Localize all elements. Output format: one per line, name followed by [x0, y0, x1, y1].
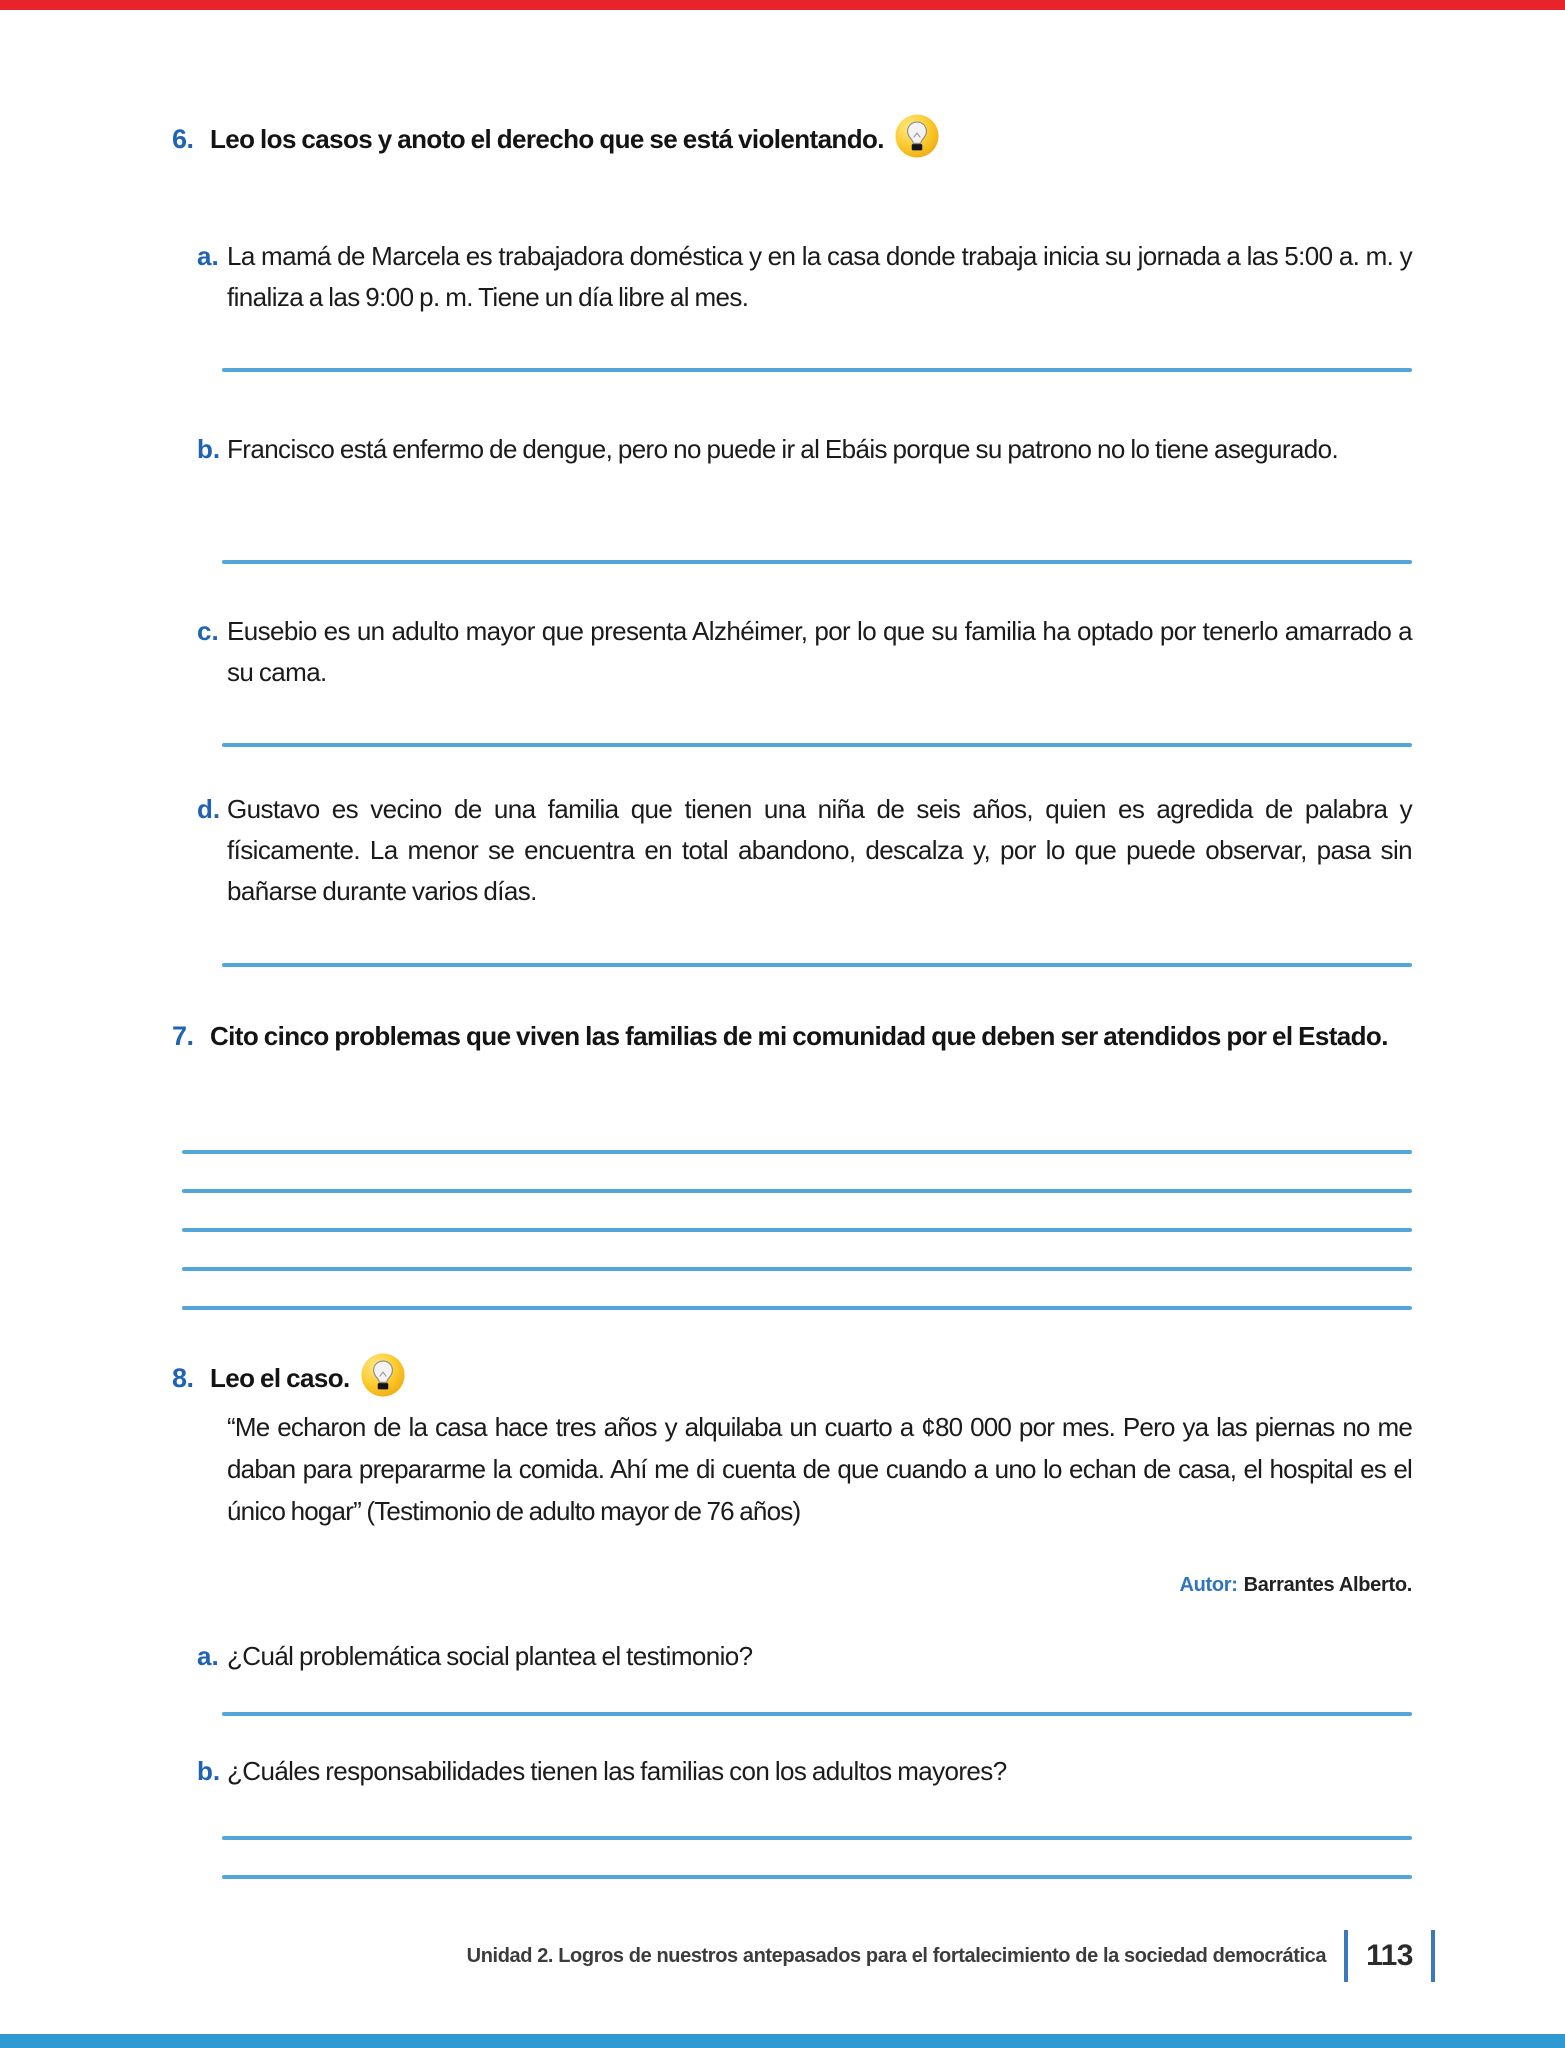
bottom-blue-bar: [0, 2034, 1565, 2048]
testimony-quote: “Me echaron de la casa hace tres años y alquilaba un cuarto a ¢80 000 por mes. Pero ya las piernas no me daban para prepararme la comida. Ahí me di cuenta de que cuando a uno lo echan de casa, el hospital es el único hogar” (Testimonio de adulto mayor de 76 años): [227, 1412, 1412, 1526]
question-b-label: b.: [197, 1756, 221, 1786]
answer-line: [222, 368, 1412, 372]
case-b-label: b.: [197, 434, 221, 464]
page-content: [172, 0, 1412, 2048]
answer-line: [182, 1306, 1412, 1310]
answer-line: [182, 1267, 1412, 1271]
author-label: Autor:: [1179, 1574, 1238, 1596]
question-b: [172, 1751, 1412, 1792]
author-credit: [1179, 1574, 1412, 1597]
answer-line: [222, 963, 1412, 967]
exercise-7-heading: [172, 1016, 1412, 1057]
lightbulb-icon: [360, 1352, 406, 1403]
case-a: [172, 236, 1412, 318]
case-c-label: c.: [197, 616, 219, 646]
page-number: 113: [1366, 1939, 1413, 1972]
answer-line: [182, 1150, 1412, 1154]
exercise-6-prompt: Leo los casos y anoto el derecho que se está violentando.: [210, 124, 884, 154]
answer-line: [222, 743, 1412, 747]
case-d: [172, 789, 1412, 912]
case-d-label: d.: [197, 794, 221, 824]
author-name: Barrantes Alberto.: [1243, 1574, 1412, 1596]
exercise-8-quote: [172, 1406, 1412, 1532]
exercise-6-number: 6.: [172, 124, 194, 154]
question-a-label: a.: [197, 1641, 219, 1671]
lightbulb-icon: [894, 113, 940, 164]
exercise-6-heading: [172, 119, 1412, 164]
answer-line: [222, 1836, 1412, 1840]
page-number-left-bar: [1344, 1930, 1348, 1982]
answer-line: [222, 1712, 1412, 1716]
question-a: [172, 1636, 1412, 1677]
case-a-label: a.: [197, 241, 219, 271]
exercise-8-heading: [172, 1358, 1412, 1403]
case-a-text: La mamá de Marcela es trabajadora doméstica y en la casa donde trabaja inicia su jornada a las 5:00 a. m. y finaliza a las 9:00 p. m. Tiene un día libre al mes.: [227, 241, 1412, 312]
question-a-text: ¿Cuál problemática social plantea el testimonio?: [227, 1641, 753, 1671]
exercise-8-prompt: Leo el caso.: [210, 1363, 350, 1393]
exercise-7-number: 7.: [172, 1021, 194, 1051]
answer-line: [222, 560, 1412, 564]
page-footer: [467, 1930, 1435, 1982]
case-c-text: Eusebio es un adulto mayor que presenta Alzhéimer, por lo que su familia ha optado por tenerlo amarrado a su cama.: [227, 616, 1412, 687]
case-d-text: Gustavo es vecino de una familia que tienen una niña de seis años, quien es agredida de palabra y físicamente. La menor se encuentra en total abandono, descalza y, por lo que puede observar, pasa sin bañarse durante varios días.: [227, 794, 1412, 906]
unit-title: Unidad 2. Logros de nuestros antepasados para el fortalecimiento de la sociedad democrática: [466, 1944, 1327, 1967]
answer-line: [222, 1875, 1412, 1879]
case-b-text: Francisco está enfermo de dengue, pero no puede ir al Ebáis porque su patrono no lo tiene asegurado.: [227, 434, 1339, 464]
answer-line: [182, 1189, 1412, 1193]
case-b: [172, 429, 1412, 470]
question-b-text: ¿Cuáles responsabilidades tienen las familias con los adultos mayores?: [227, 1756, 1007, 1786]
answer-line: [182, 1228, 1412, 1232]
exercise-8-number: 8.: [172, 1363, 194, 1393]
case-c: [172, 611, 1412, 693]
exercise-7-prompt: Cito cinco problemas que viven las familias de mi comunidad que deben ser atendidos por el Estado.: [210, 1021, 1388, 1051]
page-number-right-bar: [1431, 1930, 1435, 1982]
